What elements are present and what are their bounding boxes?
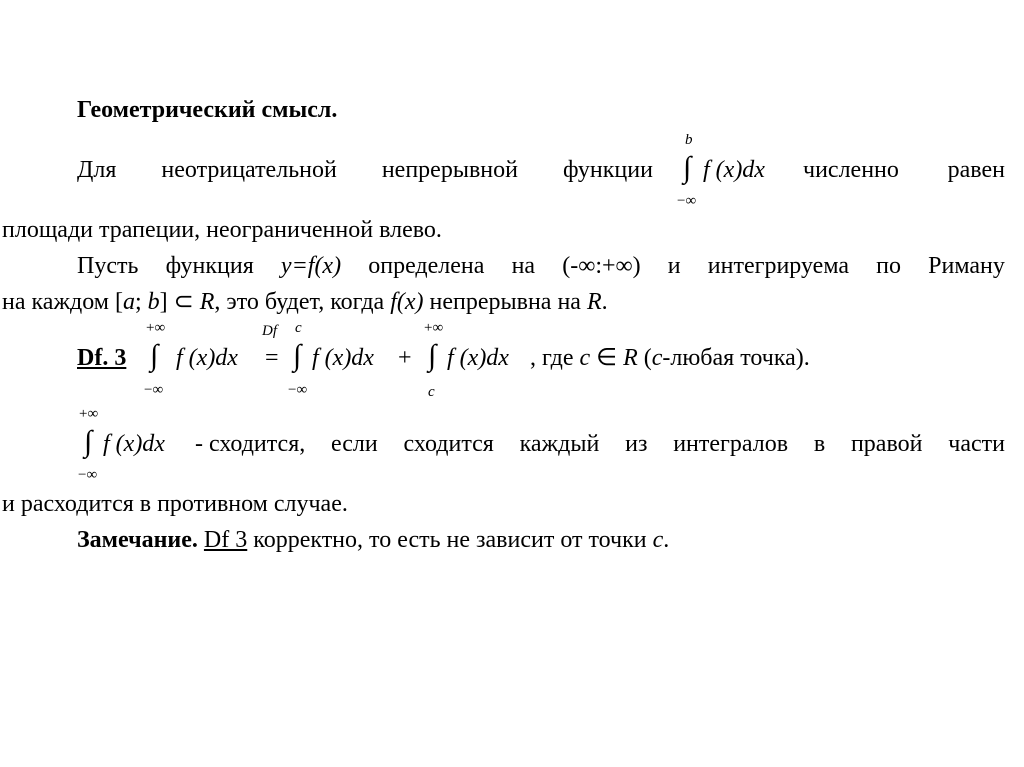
integrand: f (x)dx — [312, 345, 374, 371]
word: Для — [77, 157, 117, 183]
integral-upper-limit: +∞ — [424, 320, 444, 336]
remark-line — [77, 526, 669, 554]
text: ] ⊂ — [159, 289, 200, 315]
integrand: f (x)dx — [103, 431, 165, 457]
integral-sign: ∫ — [428, 339, 437, 372]
integral-upper-limit: c — [295, 320, 302, 336]
word: в — [813, 431, 826, 457]
text: , где — [530, 345, 580, 371]
word: функции — [562, 157, 653, 183]
word: интегралов — [673, 431, 789, 457]
var: c — [651, 345, 663, 371]
paragraph-2-line-2 — [2, 288, 608, 316]
text: ; — [134, 289, 148, 315]
text: ( — [637, 345, 652, 371]
word: Риману — [928, 253, 1005, 279]
paragraph-1-line-1-right — [803, 156, 1005, 184]
word-interval: (-∞:+∞) — [562, 253, 641, 279]
word: непрерывной — [381, 157, 518, 183]
word: интегрируема — [707, 253, 849, 279]
word: равен — [947, 157, 1005, 183]
conv-line-2: и расходится в противном случае. — [2, 491, 348, 517]
remark-label: Замечание. — [77, 527, 198, 553]
word: по — [876, 253, 901, 279]
text: на каждом [ — [2, 289, 123, 315]
df-over-equals: Df — [262, 323, 277, 339]
integrand: f (x)dx — [703, 157, 765, 183]
integrand: f (x)dx — [176, 345, 238, 371]
var: R — [623, 345, 638, 371]
integral-upper-limit: +∞ — [79, 406, 99, 422]
word-formula: y=f(x) — [280, 253, 342, 279]
df3-label: Df. 3 — [77, 345, 127, 371]
word: части — [948, 431, 1005, 457]
paragraph-1-line-2: площади трапеции, неограниченной влево. — [2, 217, 442, 243]
plus-sign: + — [398, 345, 412, 371]
word: сходится — [403, 431, 494, 457]
text: ∈ — [590, 345, 624, 371]
integral-lower-limit: −∞ — [144, 382, 164, 398]
word: - сходится, — [195, 431, 306, 457]
text: корректно, то есть не зависит от точки — [247, 527, 653, 553]
word: функция — [165, 253, 254, 279]
section-heading: Геометрический смысл. — [77, 97, 338, 123]
df3-reference: Df 3 — [203, 527, 248, 553]
var: a — [122, 289, 135, 315]
integral-sign: ∫ — [150, 339, 159, 372]
word: определена — [368, 253, 485, 279]
var: R — [586, 289, 602, 315]
text: , это будет, когда — [214, 289, 391, 315]
text: непрерывна на — [423, 289, 587, 315]
word: правой — [850, 431, 923, 457]
word: численно — [803, 157, 899, 183]
df3-tail — [530, 344, 810, 372]
text: . — [601, 289, 608, 315]
word: если — [331, 431, 378, 457]
conv-line-1 — [195, 430, 1005, 458]
integral-lower-limit: c — [428, 384, 435, 400]
var: b — [147, 289, 160, 315]
word: неотрицательной — [161, 157, 337, 183]
integrand: f (x)dx — [447, 345, 509, 371]
integral-lower-limit: −∞ — [677, 193, 697, 209]
word: каждый — [519, 431, 600, 457]
text: . — [663, 527, 670, 553]
integral-upper-limit: +∞ — [146, 320, 166, 336]
integral-sign: ∫ — [293, 339, 302, 372]
integral-lower-limit: −∞ — [78, 467, 98, 483]
word: и — [667, 253, 681, 279]
word: Пусть — [77, 253, 139, 279]
var: f(x) — [390, 289, 424, 315]
var: c — [579, 345, 591, 371]
var: R — [199, 289, 215, 315]
integral-sign: ∫ — [683, 151, 692, 184]
paragraph-1-line-1-left — [77, 156, 653, 184]
integral-upper-limit: b — [685, 132, 693, 148]
word: на — [511, 253, 536, 279]
word: из — [625, 431, 648, 457]
var: c — [652, 527, 664, 553]
equals-sign: = — [265, 345, 279, 371]
paragraph-2-line-1 — [77, 252, 1005, 280]
text: -любая точка). — [662, 345, 810, 371]
integral-sign: ∫ — [84, 425, 93, 458]
integral-lower-limit: −∞ — [288, 382, 308, 398]
